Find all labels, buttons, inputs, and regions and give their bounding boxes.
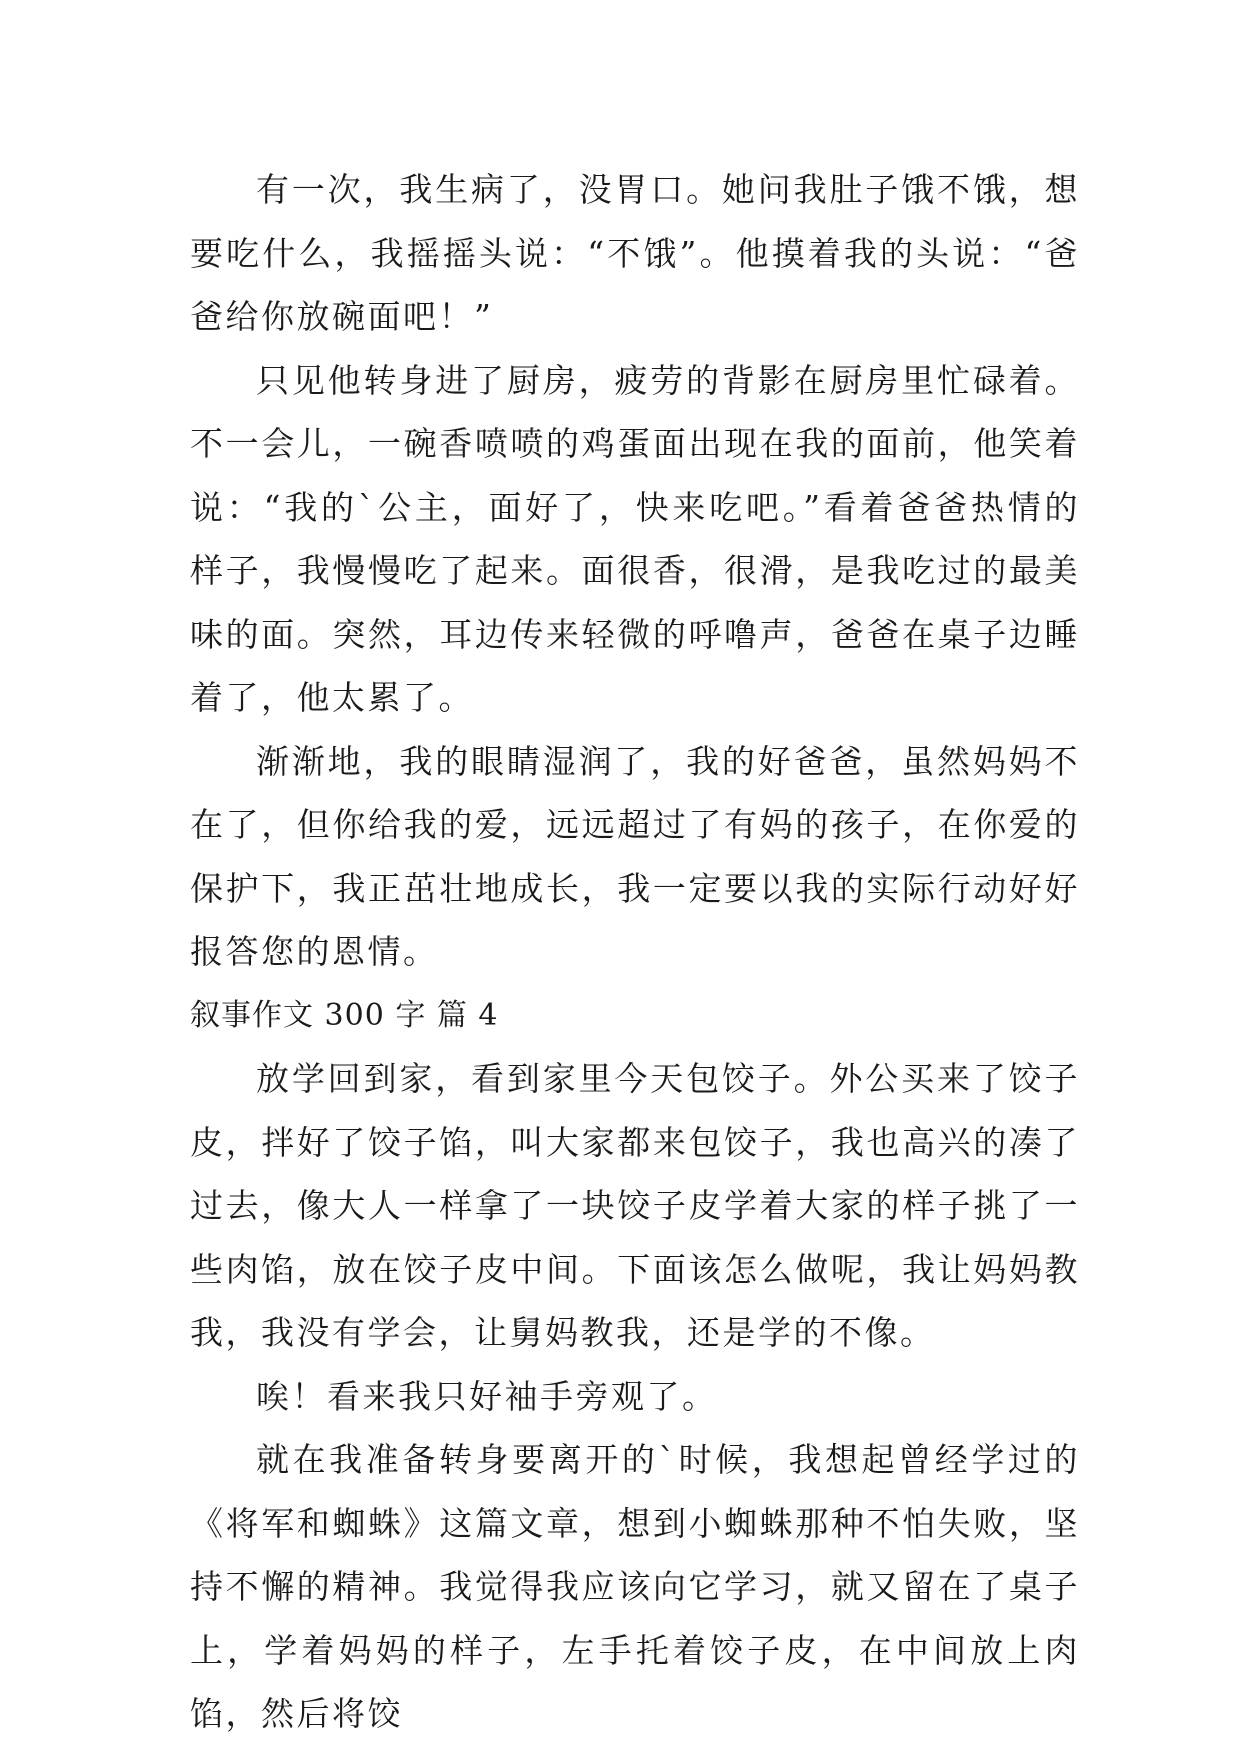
paragraph-sigh: 唉！看来我只好袖手旁观了。 [256,1376,718,1416]
paragraph-gratitude: 渐渐地，我的眼睛湿润了，我的好爸爸，虽然妈妈不在了，但你给我的爱，远远超过了有妈的孩子，在你爱的保护下，我正茁壮地成长，我一定要以我的实际行动好好报答您的恩情。 [190,741,1080,971]
paragraph-spider: 就在我准备转身要离开的`时候，我想起曾经学过的《将军和蜘蛛》这篇文章，想到小蜘蛛那种不怕失败，坚持不懈的精神。我觉得我应该向它学习，就又留在了桌子上，学着妈妈的样子，左手托着饺子皮，在中间放上肉馅，然后将饺 [190,1440,1080,1733]
section-heading: 叙事作文 300 字 篇 4 [190,997,499,1033]
paragraph-sick: 有一次，我生病了，没胃口。她问我肚子饿不饿，想要吃什么，我摇摇头说：“不饿”。他摸着我的头说：“爸爸给你放碗面吧！” [190,170,1080,336]
paragraph-noodles: 只见他转身进了厨房，疲劳的背影在厨房里忙碌着。不一会儿，一碗香喷喷的鸡蛋面出现在我的面前，他笑着说：“我的`公主，面好了，快来吃吧。”看着爸爸热情的样子，我慢慢吃了起来。面很香，很滑，是我吃过的最美味的面。突然，耳边传来轻微的呼噜声，爸爸在桌子边睡着了，他太累了。 [190,360,1080,717]
document-body [190,158,1080,1746]
paragraph-dumplings: 放学回到家，看到家里今天包饺子。外公买来了饺子皮，拌好了饺子馅，叫大家都来包饺子，我也高兴的凑了过去，像大人一样拿了一块饺子皮学着大家的样子挑了一些肉馅，放在饺子皮中间。下面该怎么做呢，我让妈妈教我，我没有学会，让舅妈教我，还是学的不像。 [190,1059,1080,1352]
